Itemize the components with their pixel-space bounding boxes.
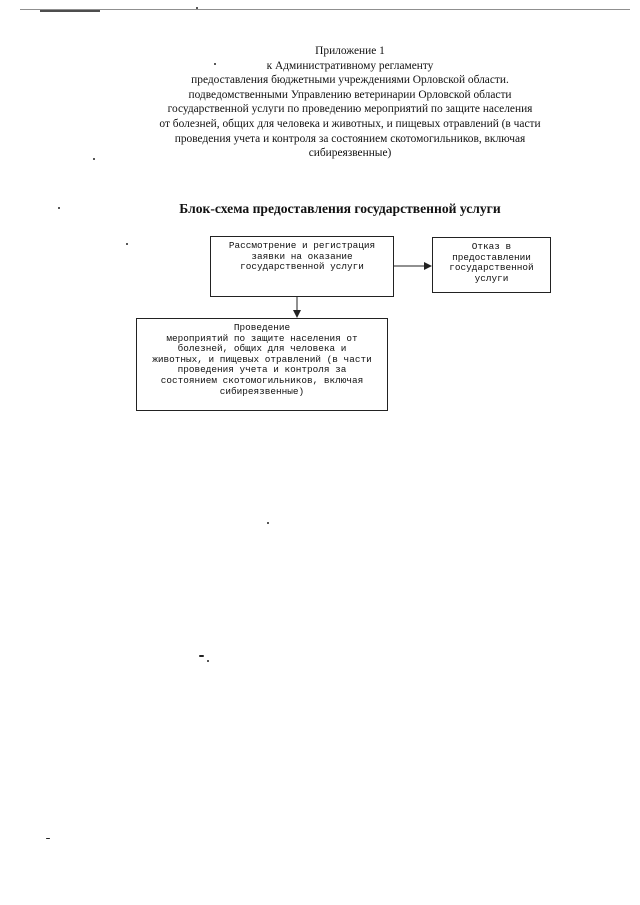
box-text-line: заявки на оказание [251,250,353,262]
flowchart-box-measures [136,318,388,411]
flowchart-title: Блок-схема предоставления государственной услуги [179,201,501,216]
scan-speck [93,158,95,160]
header-line: государственной услуги по проведению мероприятий по защите населения [167,103,533,116]
box-text-line: сибиреязвенные) [219,385,305,397]
header-line: проведения учета и контроля за состоянием скотомогильников, включая [174,132,526,145]
box-text-line: государственной [449,262,534,274]
header-line: Приложение 1 [315,45,385,57]
flowchart-box-refusal [432,237,551,293]
header-line: сибиреязвенные) [308,147,392,160]
box-text-line: мероприятий по защите населения от [166,332,358,344]
box-text-line: услуги [474,272,509,284]
scan-artifact-mark [40,10,100,12]
box-text-line: предоставлении [452,251,531,263]
box-text-line: Отказ в [471,241,512,252]
box-text-line: болезней, общих для человека и [177,343,347,355]
box-text-line: состоянием скотомогильников, включая [160,374,364,386]
scan-speck [199,655,204,657]
scan-speck [58,207,60,209]
scan-speck [126,243,128,245]
scan-speck [46,838,50,839]
scan-speck [207,660,209,662]
flowchart-box-registration [210,236,394,297]
box-text-line: проведения учета и контроля за [177,364,347,376]
scan-speck [196,7,198,9]
header-line: предоставления бюджетными учреждениями Орловской области. [191,74,509,87]
header-line: от болезней, общих для человека и животных, и пищевых отравлений (в части [159,117,541,130]
header-line: подведомственными Управлению ветеринарии Орловской области [188,88,512,101]
box-text-line: Проведение [233,322,291,333]
box-text-line: животных, и пищевых отравлений (в части [152,353,372,365]
header-line: к Административному регламенту [266,59,434,72]
box-text-line: государственной услуги [240,261,364,273]
scan-speck [267,522,269,524]
box-text-line: Рассмотрение и регистрация [228,240,376,251]
appendix-header [130,44,570,161]
scan-artifact-line [20,9,630,10]
